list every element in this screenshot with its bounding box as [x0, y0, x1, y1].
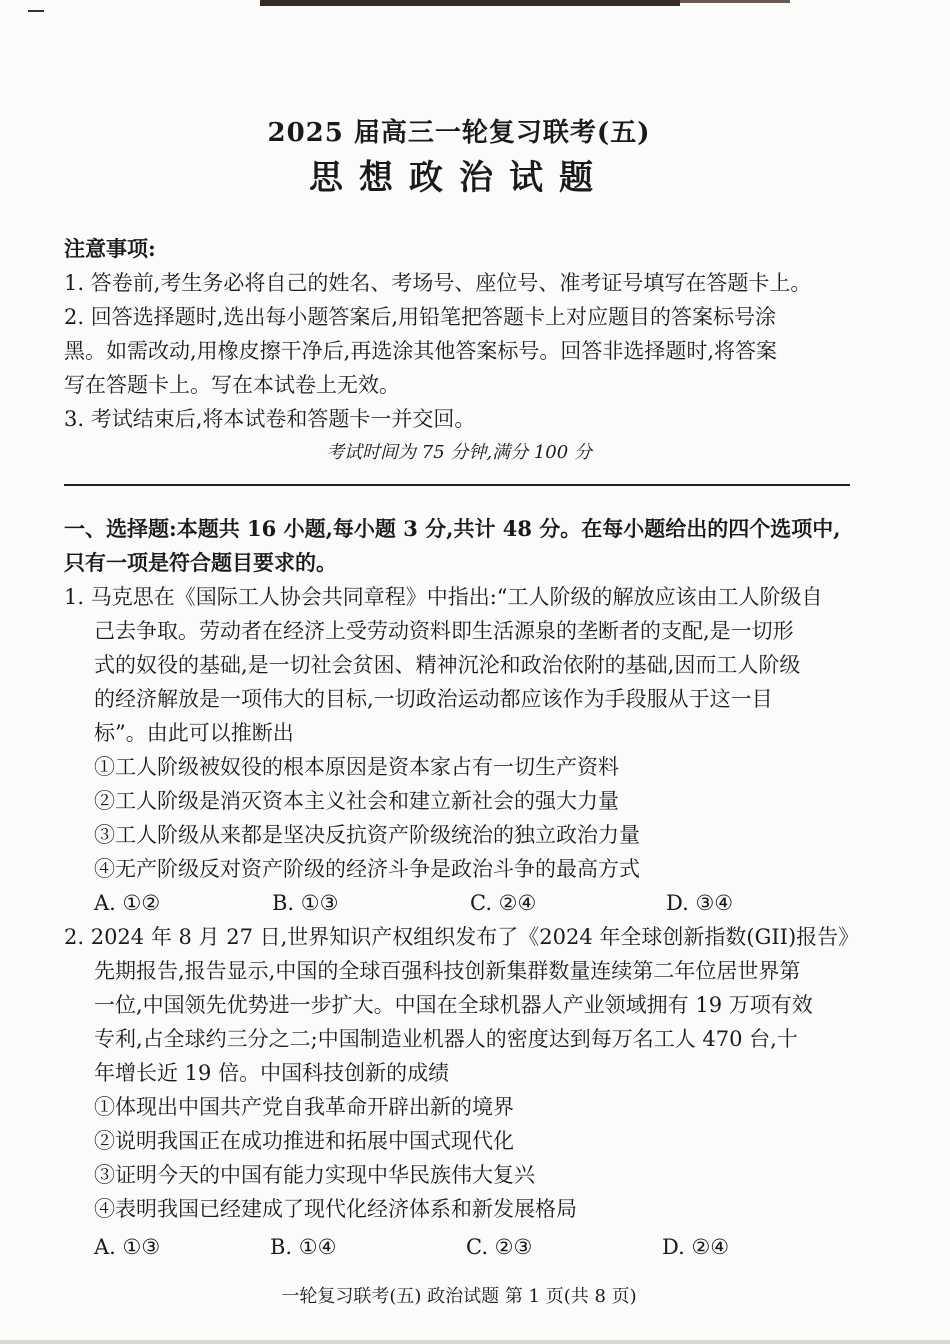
question-2-stem: 2. 2024 年 8 月 27 日,世界知识产权组织发布了《2024 年全球创新指数(GII)报告》	[64, 925, 860, 949]
question-1-stem: 己去争取。劳动者在经济上受劳动资料即生活源泉的垄断者的支配,是一切形	[94, 619, 794, 643]
page-footer: 一轮复习联考(五) 政治试题 第 1 页(共 8 页)	[281, 1286, 637, 1307]
question-2-statement: ②说明我国正在成功推进和拓展中国式现代化	[94, 1129, 514, 1153]
option-c: C. ②④	[470, 891, 537, 915]
question-2-statement: ①体现出中国共产党自我革命开辟出新的境界	[94, 1095, 514, 1119]
question-1-stem: 标”。由此可以推断出	[94, 721, 294, 745]
question-1-statement: ③工人阶级从来都是坚决反抗资产阶级统治的独立政治力量	[94, 823, 640, 847]
notice-line: 黑。如需改动,用橡皮擦干净后,再选涂其他答案标号。回答非选择题时,将答案	[64, 339, 778, 363]
option-d: D. ③④	[666, 891, 734, 915]
divider-rule	[64, 484, 850, 486]
question-2-stem: 先期报告,报告显示,中国的全球百强科技创新集群数量连续第二年位居世界第	[94, 959, 801, 983]
question-1-statement: ①工人阶级被奴役的根本原因是资本家占有一切生产资料	[94, 755, 619, 779]
scan-edge-bottom	[0, 1340, 950, 1344]
option-a: A. ①②	[94, 891, 161, 915]
question-2-statement: ④表明我国已经建成了现代化经济体系和新发展格局	[94, 1197, 577, 1221]
option-b: B. ①③	[272, 891, 339, 915]
notice-line: 3. 考试结束后,将本试卷和答题卡一并交回。	[64, 407, 476, 431]
question-2-stem: 年增长近 19 倍。中国科技创新的成绩	[94, 1061, 450, 1085]
exam-time-info: 考试时间为 75 分钟,满分 100 分	[326, 442, 592, 463]
subject-title: 思想政治试题	[309, 158, 609, 198]
question-1-statement: ④无产阶级反对资产阶级的经济斗争是政治斗争的最高方式	[94, 857, 640, 881]
section-heading: 只有一项是符合题目要求的。	[64, 550, 337, 575]
option-d: D. ②④	[662, 1235, 730, 1259]
notice-line: 写在答题卡上。写在本试卷上无效。	[64, 373, 400, 397]
question-1-statement: ②工人阶级是消灭资本主义社会和建立新社会的强大力量	[94, 789, 619, 813]
question-1-stem: 式的奴役的基础,是一切社会贫困、精神沉沦和政治依附的基础,因而工人阶级	[94, 653, 801, 677]
option-a: A. ①③	[94, 1235, 161, 1259]
notice-line: 1. 答卷前,考生务必将自己的姓名、考场号、座位号、准考证号填写在答题卡上。	[64, 271, 812, 295]
notice-line: 2. 回答选择题时,选出每小题答案后,用铅笔把答题卡上对应题目的答案标号涂	[64, 305, 777, 329]
question-1-stem: 1. 马克思在《国际工人协会共同章程》中指出:“工人阶级的解放应该由工人阶级自	[64, 585, 823, 609]
question-2-stem: 一位,中国领先优势进一步扩大。中国在全球机器人产业领域拥有 19 万项有效	[94, 993, 813, 1017]
scan-mark	[28, 10, 44, 12]
scan-edge-top	[260, 0, 680, 6]
section-heading: 一、选择题:本题共 16 小题,每小题 3 分,共计 48 分。在每小题给出的四个选项中,	[64, 516, 841, 541]
scan-edge-top-right	[680, 0, 790, 3]
option-b: B. ①④	[270, 1235, 337, 1259]
exam-title: 2025 届高三一轮复习联考(五)	[267, 118, 651, 148]
question-2-statement: ③证明今天的中国有能力实现中华民族伟大复兴	[94, 1163, 535, 1187]
question-1-stem: 的经济解放是一项伟大的目标,一切政治运动都应该作为手段服从于这一目	[94, 687, 773, 711]
question-2-stem: 专利,占全球约三分之二;中国制造业机器人的密度达到每万名工人 470 台,十	[94, 1027, 798, 1051]
notice-heading: 注意事项:	[64, 236, 156, 261]
option-c: C. ②③	[466, 1235, 533, 1259]
